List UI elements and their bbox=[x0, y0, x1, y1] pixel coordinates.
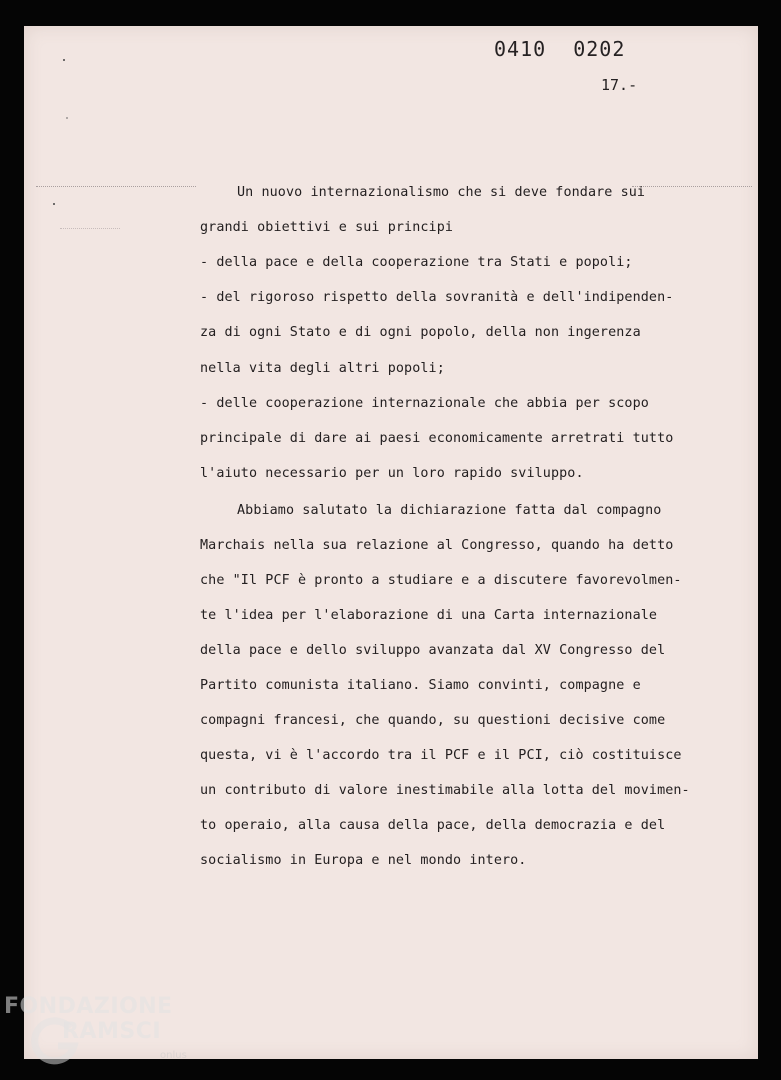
watermark-suffix: onlus bbox=[160, 1050, 187, 1061]
text-line: Abbiamo salutato la dichiarazione fatta dal compagno bbox=[237, 503, 662, 518]
margin-speck bbox=[53, 203, 55, 205]
scan-artifact bbox=[632, 186, 752, 188]
margin-speck bbox=[63, 59, 65, 61]
text-line: principale di dare ai paesi economicamente arretrati tutto bbox=[200, 431, 674, 446]
text-line: questa, vi è l'accordo tra il PCF e il PCI, ciò costituisce bbox=[200, 748, 682, 763]
text-line: che "Il PCF è pronto a studiare e a discutere favorevolmen- bbox=[200, 573, 682, 588]
watermark-line2: RAMSCI bbox=[62, 1019, 162, 1044]
margin-speck bbox=[66, 117, 68, 119]
scan-artifact bbox=[36, 186, 196, 188]
scan-artifact bbox=[60, 228, 120, 230]
text-line: - della pace e della cooperazione tra Stati e popoli; bbox=[200, 255, 633, 270]
text-line: socialismo in Europa e nel mondo intero. bbox=[200, 853, 527, 868]
text-line: Partito comunista italiano. Siamo convinti, compagne e bbox=[200, 678, 641, 693]
text-line: - del rigoroso rispetto della sovranità e dell'indipenden- bbox=[200, 290, 674, 305]
text-line: te l'idea per l'elaborazione di una Carta internazionale bbox=[200, 608, 658, 623]
page-number: 17.- bbox=[601, 76, 638, 94]
text-line: za di ogni Stato e di ogni popolo, della non ingerenza bbox=[200, 325, 641, 340]
archive-number: 0410 0202 bbox=[494, 37, 626, 61]
text-line: compagni francesi, che quando, su questioni decisive come bbox=[200, 713, 666, 728]
text-line: to operaio, alla causa della pace, della democrazia e del bbox=[200, 818, 666, 833]
text-line: Marchais nella sua relazione al Congresso, quando ha detto bbox=[200, 538, 674, 553]
text-line: della pace e dello sviluppo avanzata dal XV Congresso del bbox=[200, 643, 666, 658]
watermark-line1: FONDAZIONE bbox=[4, 994, 173, 1019]
text-line: un contributo di valore inestimabile alla lotta del movimen- bbox=[200, 783, 690, 798]
text-line: grandi obiettivi e sui principi bbox=[200, 220, 454, 235]
text-line: nella vita degli altri popoli; bbox=[200, 361, 445, 376]
text-line: l'aiuto necessario per un loro rapido sviluppo. bbox=[200, 466, 584, 481]
text-line: Un nuovo internazionalismo che si deve fondare sui bbox=[237, 185, 646, 200]
fondazione-gramsci-watermark bbox=[4, 994, 204, 1074]
text-line: - delle cooperazione internazionale che abbia per scopo bbox=[200, 396, 649, 411]
